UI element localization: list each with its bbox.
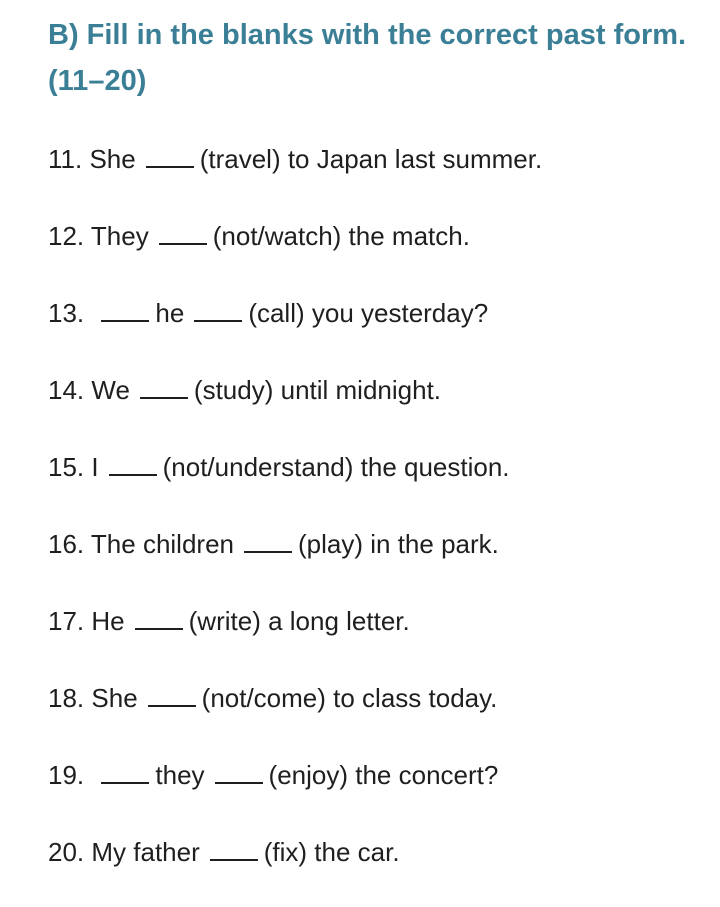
exercise-number: 12. xyxy=(48,221,85,251)
exercise-number: 18. xyxy=(48,683,85,713)
exercise-number: 20. xyxy=(48,837,85,867)
answer-blank xyxy=(109,454,157,476)
exercise-number: 11. xyxy=(48,144,83,174)
exercise-item xyxy=(48,676,542,753)
exercise-text: (not/come) to class today. xyxy=(201,683,498,713)
answer-blank xyxy=(101,762,149,784)
exercise-number: 14. xyxy=(48,375,85,405)
exercise-text: We xyxy=(91,375,130,405)
exercise-text: (study) until midnight. xyxy=(193,375,442,405)
exercise-item xyxy=(48,522,542,599)
exercise-text: He xyxy=(91,606,125,636)
answer-blank xyxy=(210,839,258,861)
answer-blank xyxy=(101,300,149,322)
exercise-text: they xyxy=(155,760,205,790)
exercise-text: She xyxy=(89,144,136,174)
answer-blank xyxy=(159,223,207,245)
answer-blank xyxy=(146,146,194,168)
exercise-text: (call) you yesterday? xyxy=(248,298,489,328)
exercise-text: (travel) to Japan last summer. xyxy=(199,144,543,174)
exercise-text: he xyxy=(155,298,185,328)
exercise-item xyxy=(48,291,542,368)
exercise-number: 13. xyxy=(48,298,85,328)
exercise-text: (not/watch) the match. xyxy=(212,221,470,251)
exercise-text: (not/understand) the question. xyxy=(162,452,510,482)
exercise-number: 15. xyxy=(48,452,85,482)
answer-blank xyxy=(148,685,196,707)
answer-blank xyxy=(244,531,292,553)
exercise-item xyxy=(48,368,542,445)
exercise-text: My father xyxy=(91,837,200,867)
exercise-item xyxy=(48,214,542,291)
answer-blank xyxy=(140,377,188,399)
answer-blank xyxy=(215,762,263,784)
exercise-number: 19. xyxy=(48,760,85,790)
exercise-text: I xyxy=(91,452,99,482)
exercise-text: They xyxy=(90,221,149,251)
exercise-text: (fix) the car. xyxy=(263,837,400,867)
exercise-text: (write) a long letter. xyxy=(188,606,410,636)
exercise-item xyxy=(48,137,542,214)
exercise-text: (enjoy) the concert? xyxy=(268,760,499,790)
exercise-item xyxy=(48,753,542,830)
exercise-text: (play) in the park. xyxy=(298,529,499,559)
exercise-list xyxy=(48,137,542,907)
exercise-item xyxy=(48,830,542,907)
answer-blank xyxy=(135,608,183,630)
answer-blank xyxy=(194,300,242,322)
section-heading: B) Fill in the blanks with the correct past form. (11–20) xyxy=(48,19,687,97)
exercise-text: She xyxy=(91,683,138,713)
exercise-text: The children xyxy=(90,529,234,559)
exercise-number: 16. xyxy=(48,529,85,559)
exercise-item xyxy=(48,445,542,522)
exercise-item xyxy=(48,599,542,676)
exercise-number: 17. xyxy=(48,606,85,636)
